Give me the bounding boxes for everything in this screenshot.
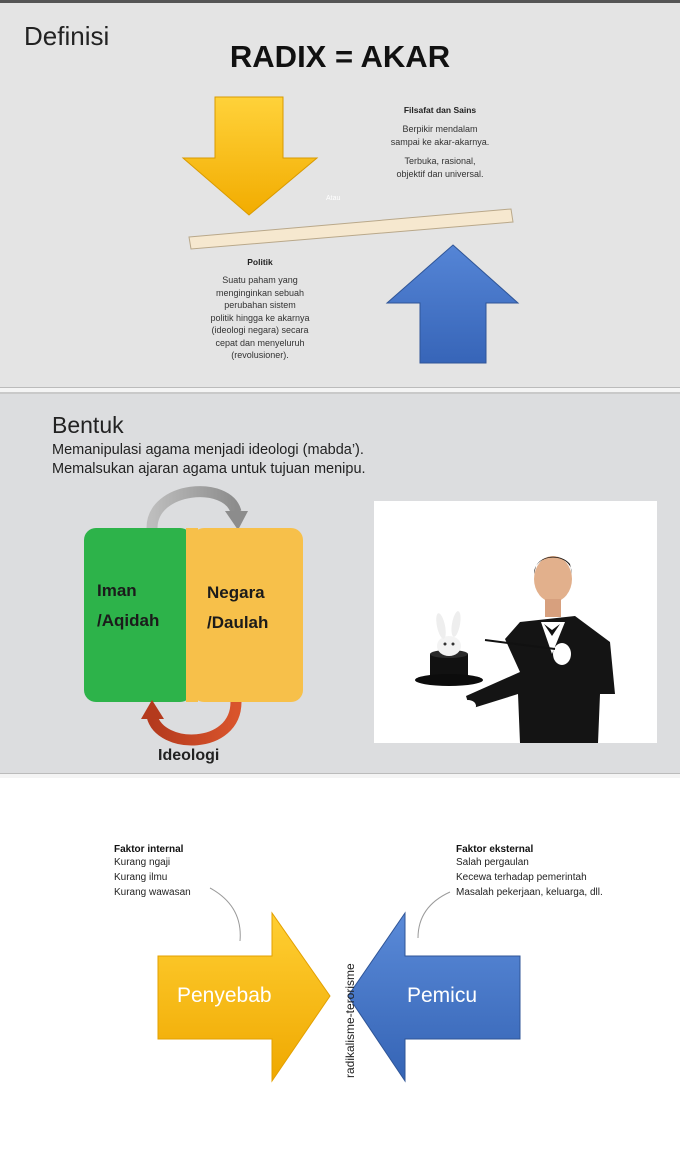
filsafat-heading: Filsafat dan Sains: [403, 105, 477, 115]
politik-line: menginginkan sebuah: [215, 287, 305, 298]
external-item: Kecewa terhadap pemerintah: [456, 872, 587, 883]
bentuk-line-2: Memalsukan ajaran agama untuk tujuan menipu.: [52, 461, 366, 477]
bottom-curved-arrow: [152, 702, 236, 740]
politik-line: Suatu paham yang: [222, 275, 298, 285]
politik-line: (ideologi negara) secara: [211, 325, 309, 335]
internal-item: Kurang ngaji: [114, 857, 171, 868]
pemicu-label: Pemicu: [407, 984, 478, 1007]
top-curved-arrow: [152, 492, 236, 528]
negara-line-2: /Daulah: [207, 613, 269, 632]
ideologi-label: Ideologi: [158, 747, 220, 764]
magician-image: [374, 501, 657, 743]
center-vertical-label: radikalisme-terorisme: [343, 963, 357, 1078]
filsafat-line: Berpikir mendalam: [402, 124, 478, 134]
politik-text: [195, 274, 325, 362]
filsafat-text: [360, 123, 520, 180]
filsafat-line: sampai ke akar-akarnya.: [390, 136, 490, 147]
up-arrow: [387, 245, 518, 363]
box-join: [186, 528, 198, 702]
external-connector: [418, 892, 450, 938]
politik-heading: Politik: [247, 257, 273, 267]
internal-item: Kurang ilmu: [114, 872, 168, 883]
plank: [189, 209, 513, 249]
faktor-graphic: [0, 778, 680, 1163]
slide-definisi: [0, 0, 680, 388]
plank-label: Atau: [326, 195, 341, 202]
bentuk-line-1: Memanipulasi agama menjadi ideologi (mabda’).: [52, 442, 364, 458]
negara-label: [207, 578, 268, 638]
slide-faktor: [0, 778, 680, 1163]
penyebab-label: Penyebab: [177, 984, 272, 1007]
iman-line-2: /Aqidah: [97, 611, 160, 630]
filsafat-line: objektif dan universal.: [396, 168, 484, 179]
internal-item: Kurang wawasan: [114, 887, 191, 898]
iman-line-1: Iman: [97, 581, 137, 600]
slide-title: Definisi: [24, 21, 110, 51]
headline: RADIX = AKAR: [229, 39, 451, 74]
external-item: Masalah pekerjaan, keluarga, dll.: [456, 887, 603, 898]
politik-line: cepat dan menyeluruh: [215, 337, 305, 348]
external-factors: [456, 844, 603, 900]
slide-bentuk: [0, 392, 680, 774]
politik-line: (revolusioner).: [231, 350, 289, 360]
external-title: Faktor eksternal: [456, 844, 534, 855]
filsafat-line: Terbuka, rasional,: [404, 156, 476, 166]
top-arrowhead: [225, 511, 248, 530]
politik-line: politik hingga ke akarnya: [210, 312, 310, 323]
internal-connector: [210, 888, 240, 941]
down-arrow: [183, 97, 317, 215]
iman-label: [97, 576, 159, 636]
internal-factors: [114, 844, 191, 900]
internal-title: Faktor internal: [114, 844, 184, 855]
negara-line-1: Negara: [207, 583, 265, 602]
politik-line: perubahan sistem: [224, 300, 296, 310]
external-item: Salah pergaulan: [456, 857, 529, 868]
slide-title: Bentuk: [52, 412, 124, 438]
bottom-arrowhead: [141, 700, 164, 719]
